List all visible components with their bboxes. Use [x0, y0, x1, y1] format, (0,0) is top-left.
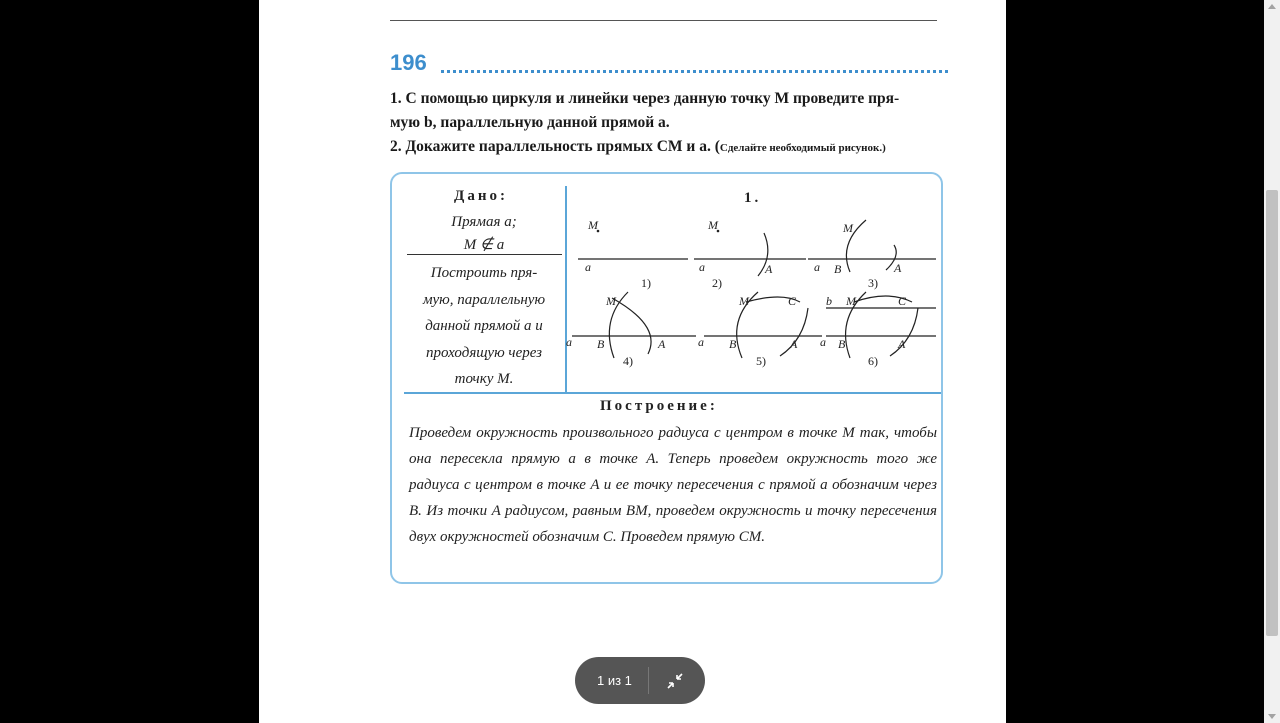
find-line-2: мую, параллельную [422, 291, 546, 308]
fig2-step: 2) [712, 276, 722, 290]
fig6-label-A: A [898, 337, 906, 351]
fig4-label-B: B [597, 337, 605, 351]
fig4-label-A: A [658, 337, 666, 351]
find-line-5: точку M. [454, 371, 514, 387]
scroll-down-arrow-icon[interactable] [1268, 714, 1276, 719]
construction-figures [568, 190, 943, 370]
fig3-label-B: B [834, 262, 842, 276]
given-title: Дано: [454, 188, 508, 204]
figure-heading: 1. [744, 190, 762, 206]
fig2-label-M: M [708, 218, 718, 232]
fig6-step: 6) [868, 354, 878, 368]
fig5-label-A: A [790, 337, 798, 351]
fig6-label-a: a [820, 335, 826, 349]
fig6-label-B: B [838, 337, 846, 351]
dotted-rule [441, 70, 948, 73]
vertical-scrollbar[interactable] [1264, 0, 1280, 723]
page-counter: 1 из 1 [597, 673, 632, 688]
figure-step-6 [820, 292, 936, 368]
fig4-step: 4) [623, 354, 633, 368]
top-rule [390, 20, 937, 21]
box-vertical-divider [565, 186, 567, 392]
fig3-step: 3) [868, 276, 878, 290]
problem-number: 196 [390, 50, 427, 75]
fig5-label-M: M [739, 294, 749, 308]
fig5-label-a: a [698, 335, 704, 349]
find-block [404, 260, 564, 393]
fig5-step: 5) [756, 354, 766, 368]
fig2-label-a: a [699, 260, 705, 274]
fig3-label-a: a [814, 260, 820, 274]
fig5-label-B: B [729, 337, 737, 351]
figure-step-4 [566, 292, 696, 368]
find-line-4: проходящую через [425, 344, 543, 361]
pager-separator [648, 667, 649, 694]
construction-text: Проведем окружность произвольного радиуса с центром в точке M так, чтобы она пересекла прямую a в точке A. Теперь проведем окружность того же радиуса с центром в точке A и ее точку пересечения с прямой a обозначим через B. Из точки A радиусом, равным BM, проведем окружность и точку пересечения двух окружностей обозначим C. Проведем прямую CM. [409, 425, 937, 545]
fig4-label-a: a [566, 335, 572, 349]
task-1-line-1: 1. С помощью циркуля и линейки через данную точку M проведите пря- [390, 90, 900, 107]
figure-step-1 [578, 218, 688, 290]
find-line-1: Построить пря- [430, 265, 538, 281]
fig3-label-A: A [894, 261, 902, 275]
page-indicator-bar [575, 657, 705, 704]
fig5-label-C: C [788, 294, 797, 308]
fig3-label-M: M [843, 221, 853, 235]
task-2-note: Сделайте необходимый рисунок.) [719, 142, 886, 154]
given-line-1: Прямая a; [451, 214, 517, 230]
fig6-label-C: C [898, 294, 907, 308]
figure-step-3 [808, 220, 936, 290]
given-line-2: M ∉ a [463, 237, 505, 253]
fig1-step: 1) [641, 276, 651, 290]
given-underline [407, 254, 562, 255]
task-2-text: 2. Докажите параллельность прямых CM и a. ( [390, 138, 720, 155]
task-2 [390, 138, 886, 156]
collapse-arrows-icon[interactable] [665, 671, 685, 691]
scrollbar-thumb[interactable] [1266, 190, 1278, 636]
figure-step-5 [698, 292, 822, 368]
construction-title: Построение: [600, 398, 718, 414]
fig2-label-A: A [765, 262, 773, 276]
fig6-label-b: b [826, 294, 832, 308]
figure-step-2 [694, 218, 806, 290]
fig4-label-M: M [606, 294, 616, 308]
fig1-label-M: M [588, 218, 598, 232]
document-page [259, 0, 1006, 723]
task-1-line-2: мую b, параллельную данной прямой a. [390, 114, 670, 131]
fig6-label-M: M [846, 294, 856, 308]
fig1-label-a: a [585, 260, 591, 274]
find-line-3: данной прямой a и [425, 318, 543, 334]
scroll-up-arrow-icon[interactable] [1268, 4, 1276, 9]
